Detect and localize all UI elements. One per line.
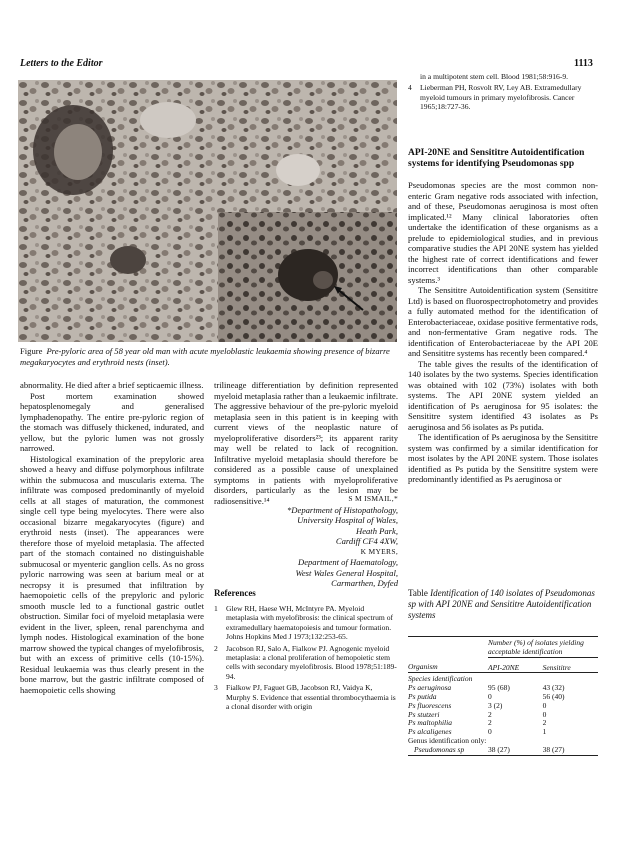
affiliation-line: Heath Park, [355,525,398,536]
body-paragraph: Post mortem examination showed hepatosplenomegaly and generalised lymphadenopathy. The entire pre-pyloric region of the stomach was diffusely thickened, indurated, and yellow, but the pyloric lumen was not grossly narrowed. [20,390,204,453]
running-header: Letters to the Editor [20,58,103,69]
table-section-label: Genus identification only: [408,735,487,745]
column-2 [214,380,398,506]
reference-text: Fialkow PJ, Faguet GB, Jacobson RJ, Vaidya K, Murphy S. Evidence that essential thrombocythaemia is a clonal disorder with origin [226,683,396,712]
results-table [408,636,598,758]
column-1 [20,380,204,695]
table-section-label: Species identification [408,673,598,684]
table-row: Pseudomonas sp 38 (27) 38 (27) [414,744,565,754]
table-row: Ps putida 0 56 (40) [408,691,565,701]
table-caption-text: Identification of 140 isolates of Pseudomonas sp with API 20NE and Sensititre Autoidentification systems [408,588,595,620]
reference-text: in a multipotent stem cell. Blood 1981;58:916-9. [420,72,569,81]
figure-caption [20,346,398,368]
table-col-header: Organism [408,662,438,672]
micrograph-image [18,80,397,342]
body-paragraph: Histological examination of the prepyloric area showed a heavy and diffuse polymorphous infiltrate within the submucosa and muscularis externa. The infiltrate was composed predominantly of myeloid cells at all stages of maturation, the commonest single cell type being myelocytes. There were also occasional bizarre megakaryocytes (figure) and erythroid nests (inset). The appearances were therefore those of myeloid metaplasia. The affected part of the stomach contained no distinguishable submucosal or myenteric ganglion cells. As no gross pyloric narrowing was seen at barium meal or at necropsy it is presumed that infiltration by haemopoietic cells of the prepyloric and pyloric smooth muscle led to a functional gastric outlet obstruction. Similar foci of myeloid metaplasia were evident in the liver, spleen, renal parenchyma and lymph nodes. Histological examination of the bone marrow showed the typical changes of myelofibrosis, but with an excess of primitive cells (10-15%). Residual leukaemia was thus clearly present in the bone marrow, but the gastric infiltrate composed of haemopoietic cells showing [20,453,205,695]
body-paragraph: Pseudomonas species are the most common non-enteric Gram negative rods associated with infection, and of these, Pseudomonas aeruginosa is most often implicated.¹² Many clinical laboratories often undertake the identification of these organisms as a prelude to epidemiological studies, and in previous comparative studies the API 20NE system has yielded the highest rate of correct identifications and fewer incorrect identifications than other comparable systems.³ [408,180,598,285]
reference-text: Lieberman PH, Rosvolt RV, Ley AB. Extramedullary myeloid tumours in primary myelofibrosis. Cancer 1965;18:727-36. [420,83,582,112]
author-name: K MYERS, [360,546,398,556]
body-paragraph: The identification of Ps aeruginosa by the Sensititre system was confirmed by a similar identification for most isolates by the API 20NE system. Those isolates identified as Ps putida by the Sensititre system were predominantly identified as Ps aeruginosa or [408,432,598,484]
author-signature [214,494,398,589]
results-table-wrap [408,636,598,758]
table-label: Table [408,588,428,598]
author-name: S M ISMAIL,* [348,494,398,503]
table-col-header: API-20NE [488,657,543,673]
reference-list [214,604,398,711]
body-paragraph: abnormality. He died after a brief septicaemic illness. [20,380,204,390]
reference-number: 4 [408,83,412,93]
reference-item [214,683,398,711]
affiliation-line: West Wales General Hospital, [295,567,398,578]
references-heading: References [214,588,256,598]
reference-continuation [408,72,598,112]
table-span-header: Number (%) of isolates yielding acceptable identification [488,637,598,658]
table-row: Ps alcaligenes 0 1 [408,727,547,737]
body-paragraph: The Sensititre Autoidentification system (Sensititre Ltd) is based on fluorospectrophotometry and provides a fully automated method for the identification of Enterobacteriaceae, oxidase positive fermentative rods, and non-fermentative Gram negative rods. The identification of Enterobacteriaceae by the API 20E and Sensititre systems has recently been compared.⁴ [408,285,598,358]
reference-item [214,644,398,682]
affiliation-line: Department of Haematology, [297,557,398,567]
micrograph-figure [18,80,397,342]
table-row: Ps stutzeri 2 0 [408,709,547,719]
reference-text: Jacobson RJ, Salo A, Fialkow PJ. Agnogenic myeloid metaplasia: a clonal proliferation of hemopoietic stem cells with secondary myelofibrosis. Blood 1978;51:189-94. [226,643,397,681]
affiliation-line: Carmarthen, Dyfed [331,578,398,588]
column-3 [408,180,598,485]
reference-item [408,83,598,111]
body-paragraph: The table gives the results of the identification of 140 isolates by the two systems. Species identification was obtained with 102 (73%) isolates with both systems. The API 20NE system yielded an identification of Ps aeruginosa for 95 isolates: the Sensititre system identified 43 isolates as Ps aeruginosa and 56 isolates as Ps putida. [408,358,598,432]
reference-item [214,604,398,642]
table-row: Ps fluorescens 3 (2) 0 [408,700,547,710]
table-caption [408,588,598,621]
page-number: 1113 [574,58,593,69]
table-col-header: Sensititre [543,657,598,673]
reference-number: 3 [214,683,218,693]
table-row: Ps aeruginosa 95 (68) 43 (32) [408,683,565,693]
affiliation-line: *Department of Histopathology, [287,504,398,515]
reference-number: 1 [214,604,218,613]
body-paragraph: trilineage differentiation by definition represented myeloid metaplasia rather than a leukaemic infiltrate. The aggressive behaviour of the pre-pyloric myeloid metaplasia seen in this patient is in keeping with current views of the neoplastic nature of myeloproliferative disorders²³; its apparent rarity may well be related to lack of recognition. Infiltrative myeloid metaplasia should therefore be considered as a possible cause of unexplained symptoms in patients with myeloproliferative disorders, particularly as the lesion may be radiosensitive.¹⁴ [214,380,398,506]
article-title: API-20NE and Sensititre Autoidentification systems for identifying Pseudomonas spp [408,148,585,169]
affiliation-line: Cardiff CF4 4XW, [335,536,398,546]
caption-text: Pre-pyloric area of 58 year old man with acute myeloblastic leukaemia showing presence of bizarre megakaryocytes and erythroid nests (inset). [20,346,390,367]
caption-label: Figure [20,346,43,356]
reference-text: Glew RH, Haese WH, McIntyre PA. Myeloid metaplasia with myelofibrosis: the clinical spectrum of extramedullary haematopoiesis and tumour formation. Johns Hopkins Med J 1973;132:253-65. [226,604,394,642]
reference-number: 2 [214,643,218,653]
affiliation-line: University Hospital of Wales, [297,515,398,525]
table-row: Ps maltophilia 2 2 [408,718,547,728]
